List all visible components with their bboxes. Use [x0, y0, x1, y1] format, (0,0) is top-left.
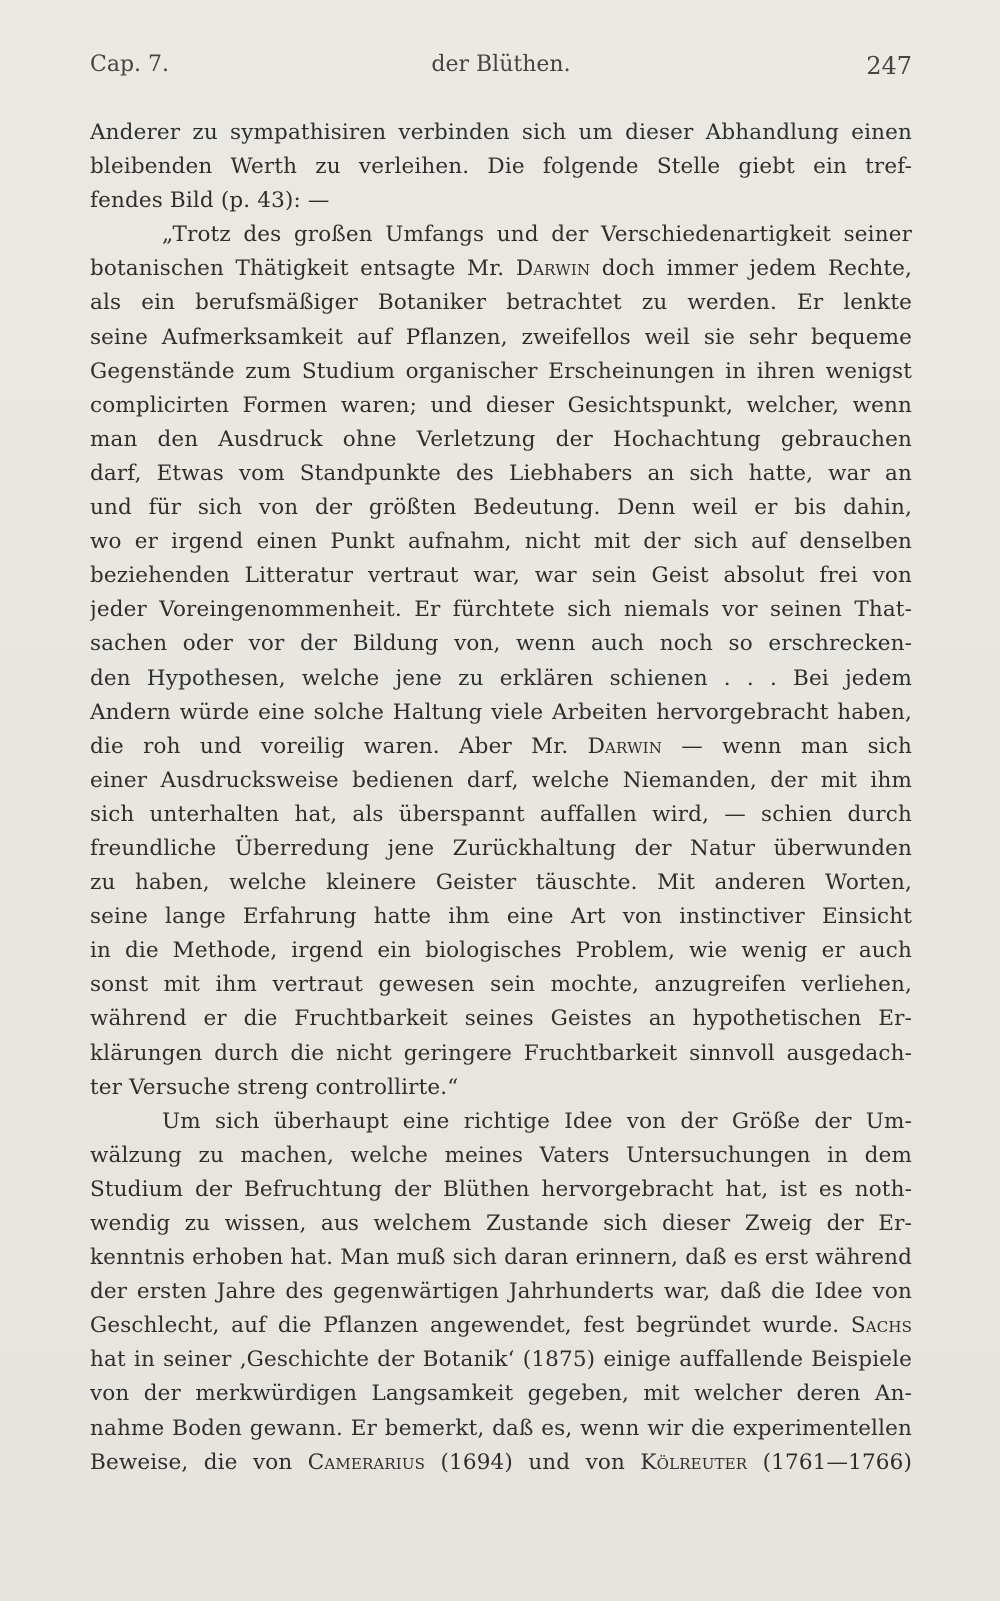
- text-line: sachen oder vor der Bildung von, wenn auch noch so erschrecken-: [90, 631, 912, 657]
- text-line: botanischen Thätigkeit entsagte Mr. Darwin doch immer jedem Rechte,: [90, 256, 912, 282]
- text-line: complicirten Formen waren; und dieser Gesichtspunkt, welcher, wenn: [90, 392, 912, 418]
- text-line: in die Methode, irgend ein biologisches Problem, wie wenig er auch: [90, 938, 912, 964]
- chapter-label: Cap. 7.: [90, 52, 170, 77]
- text-line: klärungen durch die nicht geringere Fruchtbarkeit sinnvoll ausgedach-: [90, 1040, 912, 1066]
- text-line: von der merkwürdigen Langsamkeit gegeben, mit welcher deren An-: [90, 1381, 912, 1407]
- text-line: wendig zu wissen, aus welchem Zustande sich dieser Zweig der Er-: [90, 1211, 912, 1236]
- text-line: zu haben, welche kleinere Geister täuschte. Mit anderen Worten,: [90, 870, 912, 896]
- author-name: Sachs: [850, 1313, 912, 1339]
- text-line: sich unterhalten hat, als überspannt auffallen wird, — schien durch: [90, 801, 912, 827]
- text-line: und für sich von der größten Bedeutung. Denn weil er bis dahin,: [90, 495, 912, 521]
- running-head: [90, 52, 912, 88]
- author-name: Darwin: [515, 256, 591, 282]
- text-line: darf, Etwas vom Standpunkte des Liebhabers an sich hatte, war an: [90, 460, 912, 486]
- text-line: kenntnis erhoben hat. Man muß sich daran erinnern, daß es erst während: [90, 1245, 912, 1271]
- text-line: ter Versuche streng controllirte.“: [90, 1074, 459, 1100]
- text-line: wo er irgend einen Punkt aufnahm, nicht mit der sich auf denselben: [90, 529, 912, 555]
- text-line: die roh und voreilig waren. Aber Mr. Darwin — wenn man sich: [90, 733, 912, 759]
- text-line: Geschlecht, auf die Pflanzen angewendet, fest begründet wurde. Sachs: [90, 1313, 912, 1339]
- text-line: bleibenden Werth zu verleihen. Die folgende Stelle giebt ein tref-: [90, 154, 912, 180]
- text-line: seine Aufmerksamkeit auf Pflanzen, zweifellos weil sie sehr bequeme: [90, 324, 912, 350]
- page-number: 247: [866, 52, 912, 80]
- text-line: den Hypothesen, welche jene zu erklären schienen . . . Bei jedem: [90, 665, 912, 691]
- author-name: Camerarius: [307, 1449, 426, 1475]
- text-line: während er die Fruchtbarkeit seines Geistes an hypothetischen Er-: [90, 1006, 912, 1032]
- text-line: als ein berufsmäßiger Botaniker betrachtet zu werden. Er lenkte: [90, 290, 912, 316]
- section-title: der Blüthen.: [431, 52, 571, 77]
- body-text: [90, 116, 912, 1480]
- text-line: Studium der Befruchtung der Blüthen hervorgebracht hat, ist es noth-: [90, 1176, 912, 1202]
- text-line: Beweise, die von Camerarius (1694) und von Kölreuter (1761—1766): [90, 1449, 912, 1475]
- text-line: man den Ausdruck ohne Verletzung der Hochachtung gebrauchen: [90, 426, 912, 452]
- text-line: Gegenstände zum Studium organischer Erscheinungen in ihren wenigst: [90, 358, 912, 384]
- text-line: Andern würde eine solche Haltung viele Arbeiten hervorgebracht haben,: [90, 699, 912, 725]
- text-line: freundliche Überredung jene Zurückhaltung der Natur überwunden: [90, 835, 912, 861]
- text-line: fendes Bild (p. 43): —: [90, 188, 330, 214]
- text-line: Anderer zu sympathisiren verbinden sich um dieser Abhandlung einen: [90, 120, 912, 145]
- author-name: Darwin: [587, 733, 662, 759]
- text-line: der ersten Jahre des gegenwärtigen Jahrhunderts war, daß die Idee von: [90, 1279, 912, 1305]
- text-line: hat in seiner ‚Geschichte der Botanik‘ (1875) einige auffallende Beispiele: [90, 1347, 912, 1373]
- text-line: einer Ausdrucksweise bedienen darf, welche Niemanden, der mit ihm: [90, 767, 912, 793]
- text-line: sonst mit ihm vertraut gewesen sein mochte, anzugreifen verliehen,: [90, 972, 912, 998]
- text-line: „Trotz des großen Umfangs und der Verschiedenartigkeit seiner: [162, 222, 912, 248]
- text-line: Um sich überhaupt eine richtige Idee von der Größe der Um-: [162, 1108, 912, 1134]
- text-line: wälzung zu machen, welche meines Vaters Untersuchungen in dem: [90, 1142, 912, 1168]
- text-line: jeder Voreingenommenheit. Er fürchtete sich niemals vor seinen That-: [90, 597, 912, 623]
- text-line: beziehenden Litteratur vertraut war, war sein Geist absolut frei von: [90, 563, 912, 589]
- text-line: nahme Boden gewann. Er bemerkt, daß es, wenn wir die experimentellen: [90, 1415, 912, 1441]
- author-name: Kölreuter: [640, 1449, 748, 1475]
- text-line: seine lange Erfahrung hatte ihm eine Art von instinctiver Einsicht: [90, 904, 912, 930]
